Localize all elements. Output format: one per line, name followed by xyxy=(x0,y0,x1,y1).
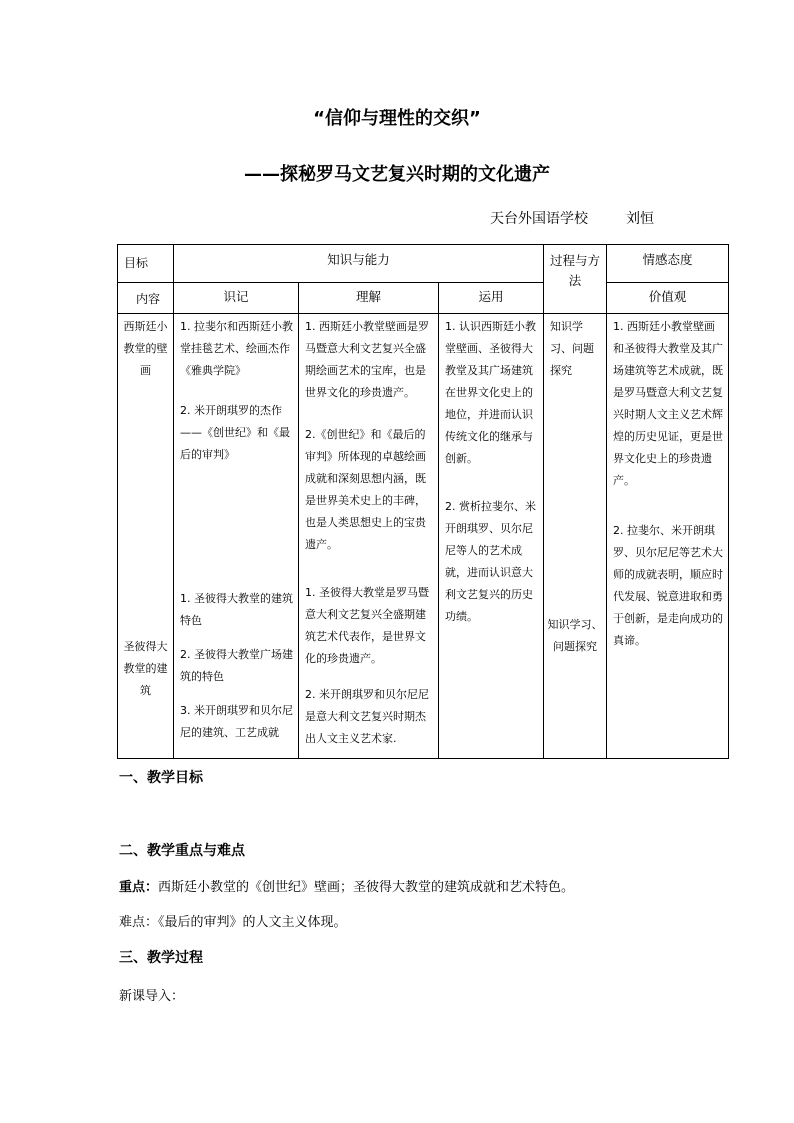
understand-item: 2. 米开朗琪罗和贝尔尼尼是意大利文艺复兴时期杰出人文主义艺术家. xyxy=(305,688,429,745)
attitude-header: 情感态度 xyxy=(607,245,729,283)
author-name: 刘恒 xyxy=(626,211,654,227)
apply-item: 1. 认识西斯廷小教堂壁画、圣彼得大教堂及其广场建筑在世界文化史上的地位，并进而认识传统文化的继承与创新。 xyxy=(445,320,536,465)
remember-item: 2. 米开朗琪罗的杰作——《创世纪》和《最后的审判》 xyxy=(180,404,290,461)
content-label: 内容 xyxy=(136,292,161,306)
apply-item: 2. 赏析拉斐尔、米开朗琪罗、贝尔尼尼等人的艺术成就，进而认识意大利文艺复兴的历史功绩。 xyxy=(445,500,536,623)
attitude-subheader: 价值观 xyxy=(607,283,729,314)
understand-header: 理解 xyxy=(299,283,439,314)
understand-item: 2.《创世纪》和《最后的审判》所体现的卓越绘画成就和深刻思想内涵，既是世界美术史上的丰碑，也是人类思想史上的宝贵遗产。 xyxy=(305,428,426,551)
remember-item: 1. 圣彼得大教堂的建筑特色 xyxy=(180,592,293,627)
document-title: “信仰与理性的交织” xyxy=(313,108,481,129)
key-point-label: 重点： xyxy=(119,880,159,895)
content-fresco: 西斯廷小教堂的壁画 xyxy=(123,320,168,377)
objectives-table xyxy=(117,244,729,759)
content-basilica: 圣彼得大教堂的建筑 xyxy=(123,640,168,697)
attitude-item: 2. 拉斐尔、米开朗琪罗、贝尔尼尼等艺术大师的成就表明，顺应时代发展、锐意进取和勇于创新，是走向成功的真谛。 xyxy=(613,524,723,647)
author-line xyxy=(490,208,654,228)
understand-item: 1. 西斯廷小教堂壁画是罗马暨意大利文艺复兴全盛期绘画艺术的宝库，也是世界文化的珍贵遗产。 xyxy=(305,320,429,399)
difficulty-line: 难点：《最后的审判》的人文主义体现。 xyxy=(119,915,347,930)
understand-item: 1. 圣彼得大教堂是罗马暨意大利文艺复兴全盛期建筑艺术代表作，是世界文化的珍贵遗产。 xyxy=(305,586,429,665)
process-item: 知识学习、问题探究 xyxy=(547,618,603,653)
attitude-item: 1. 西斯廷小教堂壁画和圣彼得大教堂及其广场建筑等艺术成就，既是罗马暨意大利文艺复兴时期人文主义艺术辉煌的历史见证，更是世界文化史上的珍贵遗产。 xyxy=(613,320,723,487)
attitude-column xyxy=(607,314,729,759)
key-point-line xyxy=(119,876,574,895)
knowledge-header: 知识与能力 xyxy=(174,245,544,283)
key-point-text: 西斯廷小教堂的《创世纪》壁画；圣彼得大教堂的建筑成就和艺术特色。 xyxy=(158,880,575,895)
process-item: 知识学习、问题探究 xyxy=(550,320,594,377)
content-label-cell xyxy=(118,283,174,314)
section-heading-process: 三、教学过程 xyxy=(119,950,203,966)
understand-column xyxy=(299,314,439,759)
intro-line: 新课导入： xyxy=(119,989,185,1004)
section-heading-objectives: 一、教学目标 xyxy=(119,770,203,786)
apply-header: 运用 xyxy=(439,283,544,314)
document-subtitle: ——探秘罗马文艺复兴时期的文化遗产 xyxy=(244,164,550,185)
goal-label-cell xyxy=(118,245,174,283)
remember-column xyxy=(174,314,299,759)
content-column xyxy=(118,314,174,759)
process-column xyxy=(544,314,607,759)
remember-item: 3. 米开朗琪罗和贝尔尼尼的建筑、工艺成就 xyxy=(180,704,293,739)
section-heading-keypoints: 二、教学重点与难点 xyxy=(119,843,245,859)
remember-header: 识记 xyxy=(174,283,299,314)
remember-item: 1. 拉斐尔和西斯廷小教堂挂毯艺术、绘画杰作《雅典学院》 xyxy=(180,320,293,377)
author-school: 天台外国语学校 xyxy=(490,211,588,227)
apply-column xyxy=(439,314,544,759)
remember-item: 2. 圣彼得大教堂广场建筑的特色 xyxy=(180,648,293,683)
process-header: 过程与方法 xyxy=(544,245,607,314)
goal-label: 目标 xyxy=(124,256,149,270)
